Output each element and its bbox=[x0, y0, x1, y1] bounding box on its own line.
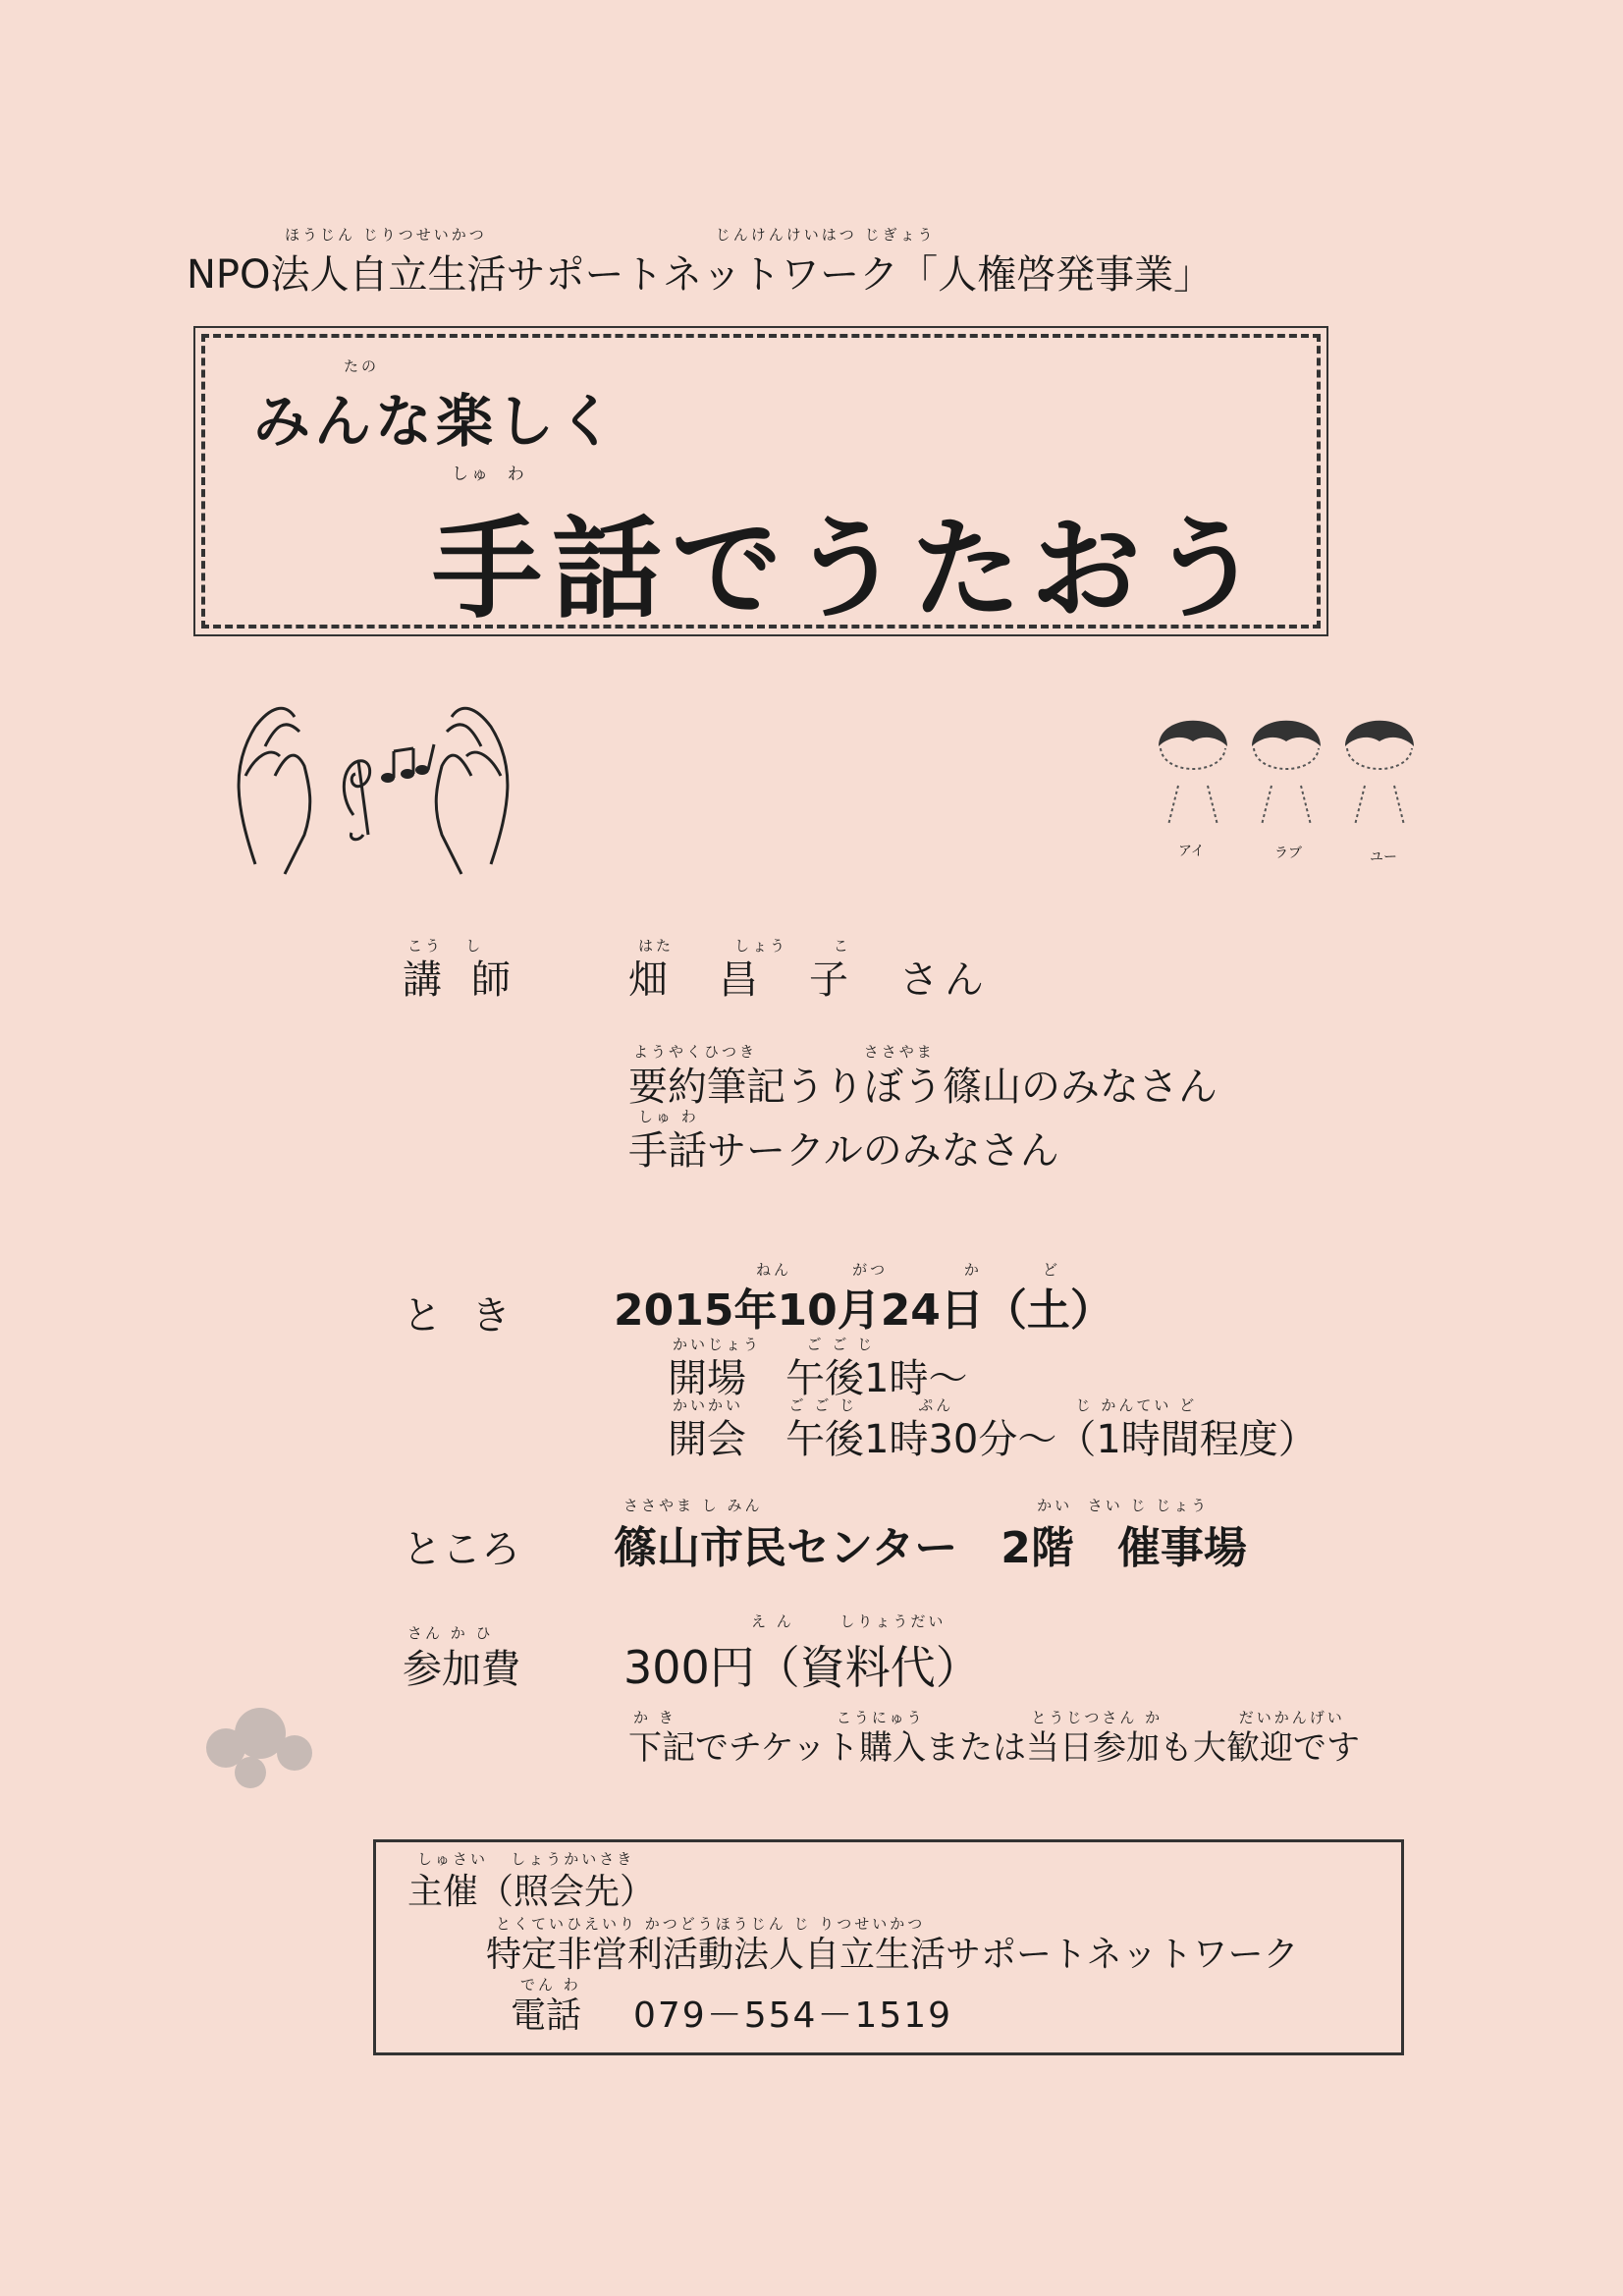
kids-label-love: ラブ bbox=[1274, 846, 1302, 861]
contact-organization: 特定非営利活動法人自立生活サポートネットワーク bbox=[486, 1935, 1299, 1975]
contact-org-ruby: とくていひえいり かつどうほうじん じ りつせいかつ bbox=[496, 1915, 926, 1933]
kids-label-you: ユー bbox=[1370, 849, 1397, 865]
kids-label-i: アイ bbox=[1178, 844, 1205, 859]
venue-ruby: ささやま し みん かい さい じ じょう bbox=[623, 1497, 1210, 1514]
where-label: ところ bbox=[403, 1527, 520, 1572]
title-small-ruby: たの bbox=[344, 357, 380, 375]
support-ruby-2: しゅ わ bbox=[638, 1108, 699, 1125]
venue: 篠山市民センター 2階 催事場 bbox=[614, 1523, 1247, 1573]
fee-label-ruby: さん か ひ bbox=[407, 1624, 494, 1642]
page-title: 手話でうたおう bbox=[432, 506, 1271, 633]
organization-header: NPO法人自立生活サポートネットワーク「人権啓発事業」 bbox=[187, 252, 1214, 298]
contact-label: 主催（照会先） bbox=[407, 1872, 656, 1912]
lecturer-name: 畑 昌 子 さん bbox=[628, 957, 990, 1003]
fee-ruby: え ん しりょうだい bbox=[751, 1613, 947, 1630]
phone-label: 電話 bbox=[511, 1995, 582, 2036]
start-time: 開会 午後1時30分～（1時間程度） bbox=[668, 1417, 1318, 1462]
header-ruby: ほうじん じりつせいかつ じんけんけいはつ じぎょう bbox=[285, 226, 936, 244]
lecturer-name-ruby: はた しょう こ bbox=[638, 937, 851, 955]
title-subtitle: みんな楽しく bbox=[253, 388, 620, 455]
phone-label-ruby: でん わ bbox=[520, 1976, 581, 1994]
open-time-ruby: かいじょう ご ご じ bbox=[673, 1336, 876, 1353]
lecturer-label-ruby: こう し bbox=[407, 937, 484, 955]
fee-note-ruby: か き こうにゅう とうじつさん か だいかんげい bbox=[633, 1709, 1345, 1726]
event-date: 2015年10月24日（土） bbox=[614, 1285, 1113, 1336]
support-ruby-1: ようやくひつき ささやま bbox=[633, 1043, 935, 1061]
title-big-ruby: しゅ わ bbox=[452, 465, 527, 484]
fee-amount: 300円（資料代） bbox=[623, 1641, 981, 1694]
open-time: 開場 午後1時～ bbox=[668, 1356, 968, 1401]
support-group-1: 要約筆記うりぼう篠山のみなさん bbox=[628, 1065, 1217, 1110]
lecturer-label: 講師 bbox=[403, 957, 540, 1003]
date-ruby: ねん がつ か ど bbox=[756, 1261, 1060, 1279]
contact-label-ruby: しゅさい しょうかいさき bbox=[417, 1850, 635, 1868]
start-time-ruby: かいかい ご ご じ ぷん じ かんてい ど bbox=[673, 1396, 1198, 1414]
fee-note: 下記でチケット購入または当日参加も大歓迎です bbox=[628, 1728, 1360, 1768]
smudge-mark bbox=[182, 1679, 339, 1807]
fee-label: 参加費 bbox=[403, 1647, 520, 1692]
phone-number: 079－554－1519 bbox=[633, 1995, 953, 2036]
when-label: とき bbox=[403, 1293, 540, 1339]
hands-music-illustration bbox=[226, 687, 520, 884]
support-group-2: 手話サークルのみなさん bbox=[628, 1128, 1059, 1174]
